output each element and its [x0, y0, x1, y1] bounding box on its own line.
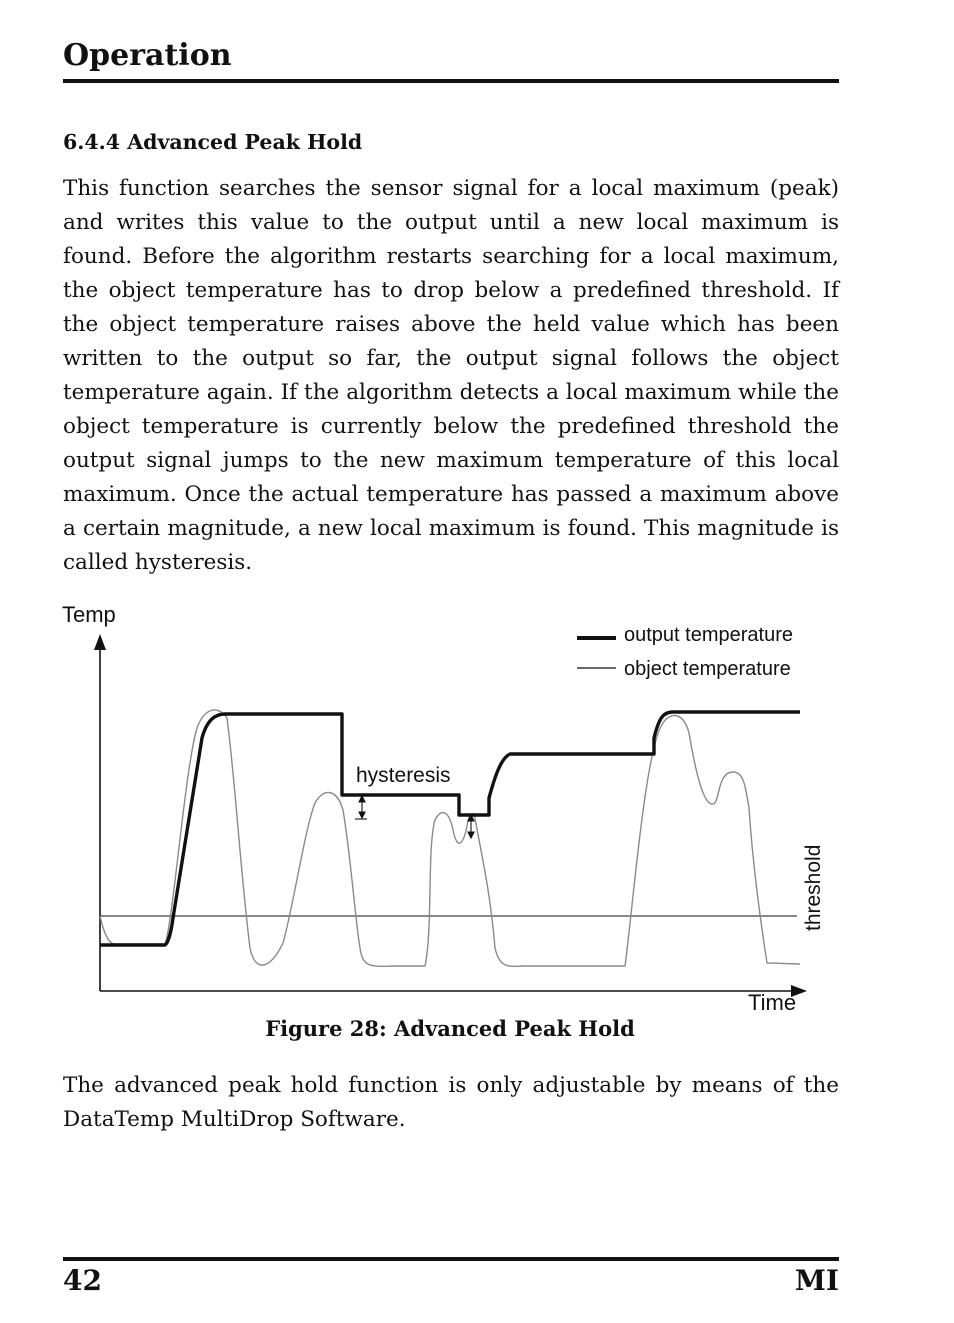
closing-paragraph: The advanced peak hold function is only adjustable by means of the DataTemp MultiDrop Software. [63, 1073, 839, 1132]
object-temperature-line [100, 710, 800, 966]
page-header-title: Operation [63, 38, 232, 73]
hysteresis-marker-1 [355, 796, 367, 819]
section-heading: 6.4.4 Advanced Peak Hold [63, 130, 363, 154]
body-paragraph: This function searches the sensor signal for a local maximum (peak) and writes this value to the output until a new local maximum is found. Before the algorithm restarts searching for a local maximum, the object temperature has to drop below a predefined threshold. If the object temperature raises above the held value which has been written to the output so far, the output signal follows the object temperature again. If the algorithm detects a local maximum while the object temperature is currently below the predefined threshold the output signal jumps to the new maximum temperature of this local maximum. Once the actual temperature has passed a maximum above a certain magnitude, a new local maximum is found. This magnitude is called hysteresis. [63, 176, 839, 575]
page-number: 42 [63, 1264, 102, 1297]
header-rule [63, 79, 839, 83]
legend-object-label: object temperature [624, 658, 791, 680]
hysteresis-marker-2 [468, 815, 474, 838]
figure-caption: Figure 28: Advanced Peak Hold [265, 1016, 635, 1041]
output-temperature-line [100, 712, 800, 945]
peak-hold-figure [55, 598, 845, 1028]
hysteresis-label: hysteresis [356, 764, 451, 787]
peak-hold-diagram [55, 598, 845, 1018]
legend-output-label: output temperature [624, 624, 793, 646]
product-code: MI [794, 1264, 839, 1297]
threshold-label: threshold [802, 844, 825, 931]
y-axis-arrow [94, 634, 106, 650]
x-axis-label: Time [748, 990, 797, 1015]
y-axis-label: Temp [62, 602, 116, 627]
footer-rule [63, 1257, 839, 1261]
